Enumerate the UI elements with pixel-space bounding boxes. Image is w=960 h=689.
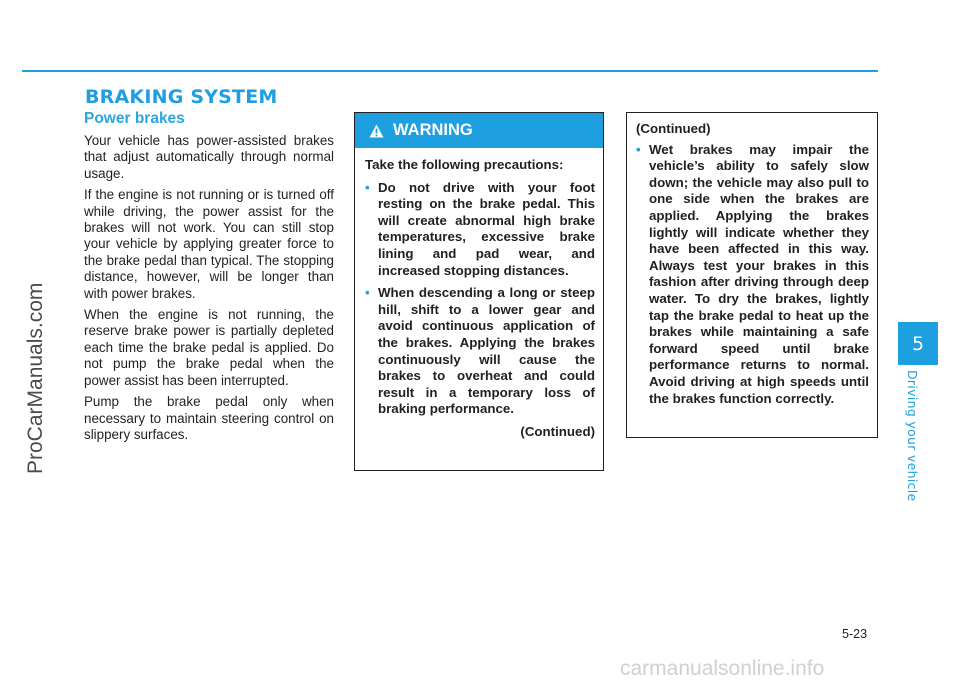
warning-triangle-icon <box>369 124 384 138</box>
warning-item <box>365 285 595 418</box>
bullet-icon: • <box>365 285 370 301</box>
continued-label: (Continued) <box>520 423 595 439</box>
warning-header <box>355 113 603 148</box>
chapter-tab[interactable]: 5 <box>898 322 938 365</box>
warning-body <box>355 148 603 441</box>
top-rule <box>22 70 878 72</box>
watermark-bottom: carmanualsonline.info <box>620 657 825 680</box>
bullet-icon: • <box>365 179 370 195</box>
warning-lead: Take the following precautions: <box>365 157 564 172</box>
main-column <box>84 110 334 448</box>
paragraph: If the engine is not running or is turned off while driving, the power assist for the brakes will not work. You can still stop your vehicle by applying greater force to the brake pedal than typical. The stopping distance, however, will be longer than with power brakes. <box>84 187 334 301</box>
bullet-icon: • <box>636 141 641 157</box>
watermark-left: ProCarManuals.com <box>24 282 47 474</box>
warning-item <box>365 180 595 280</box>
section-title: BRAKING SYSTEM <box>85 86 278 108</box>
continued-item <box>636 142 869 408</box>
paragraph: When the engine is not running, the reserve brake power is partially depleted each time the brake pedal is applied. Do not pump the brake pedal when the power assist has been interrupted. <box>84 307 334 388</box>
warning-list <box>365 180 595 418</box>
warning-box <box>354 112 604 471</box>
continued-item-text: Wet brakes may impair the vehicle’s ability to safely slow down; the vehicle may also pull to one side when the brakes are applied. Applying the brakes lightly will indicate whether they have been affected in this way. Always test your brakes in this fashion after driving through deep water. To dry the brakes, lightly tap the brake pedal to heat up the brakes while maintaining a safe forward speed until brake performance returns to normal. Avoid driving at high speeds until the brakes function correctly. <box>649 141 869 406</box>
chapter-label: Driving your vehicle <box>905 370 920 502</box>
subheading: Power brakes <box>84 110 185 127</box>
warning-title: WARNING <box>393 121 473 139</box>
paragraph: Pump the brake pedal only when necessary to maintain steering control on slippery surfaces. <box>84 394 334 442</box>
continued-lead: (Continued) <box>636 121 711 136</box>
continued-list <box>636 142 869 408</box>
continued-warning-box <box>626 112 878 438</box>
paragraph: Your vehicle has power-assisted brakes that adjust automatically through normal usage. <box>84 133 334 181</box>
warning-item-text: Do not drive with your foot resting on the brake pedal. This will create abnormal high brake temperatures, excessive brake lining and pad wear, and increased stopping distances. <box>378 179 595 278</box>
page-number: 5-23 <box>842 627 868 641</box>
warning-item-text: When descending a long or steep hill, shift to a lower gear and avoid continuous application of the brakes. Applying the brakes continuously will cause the brakes to overheat and could result in a temporary loss of braking performance. <box>378 285 595 417</box>
